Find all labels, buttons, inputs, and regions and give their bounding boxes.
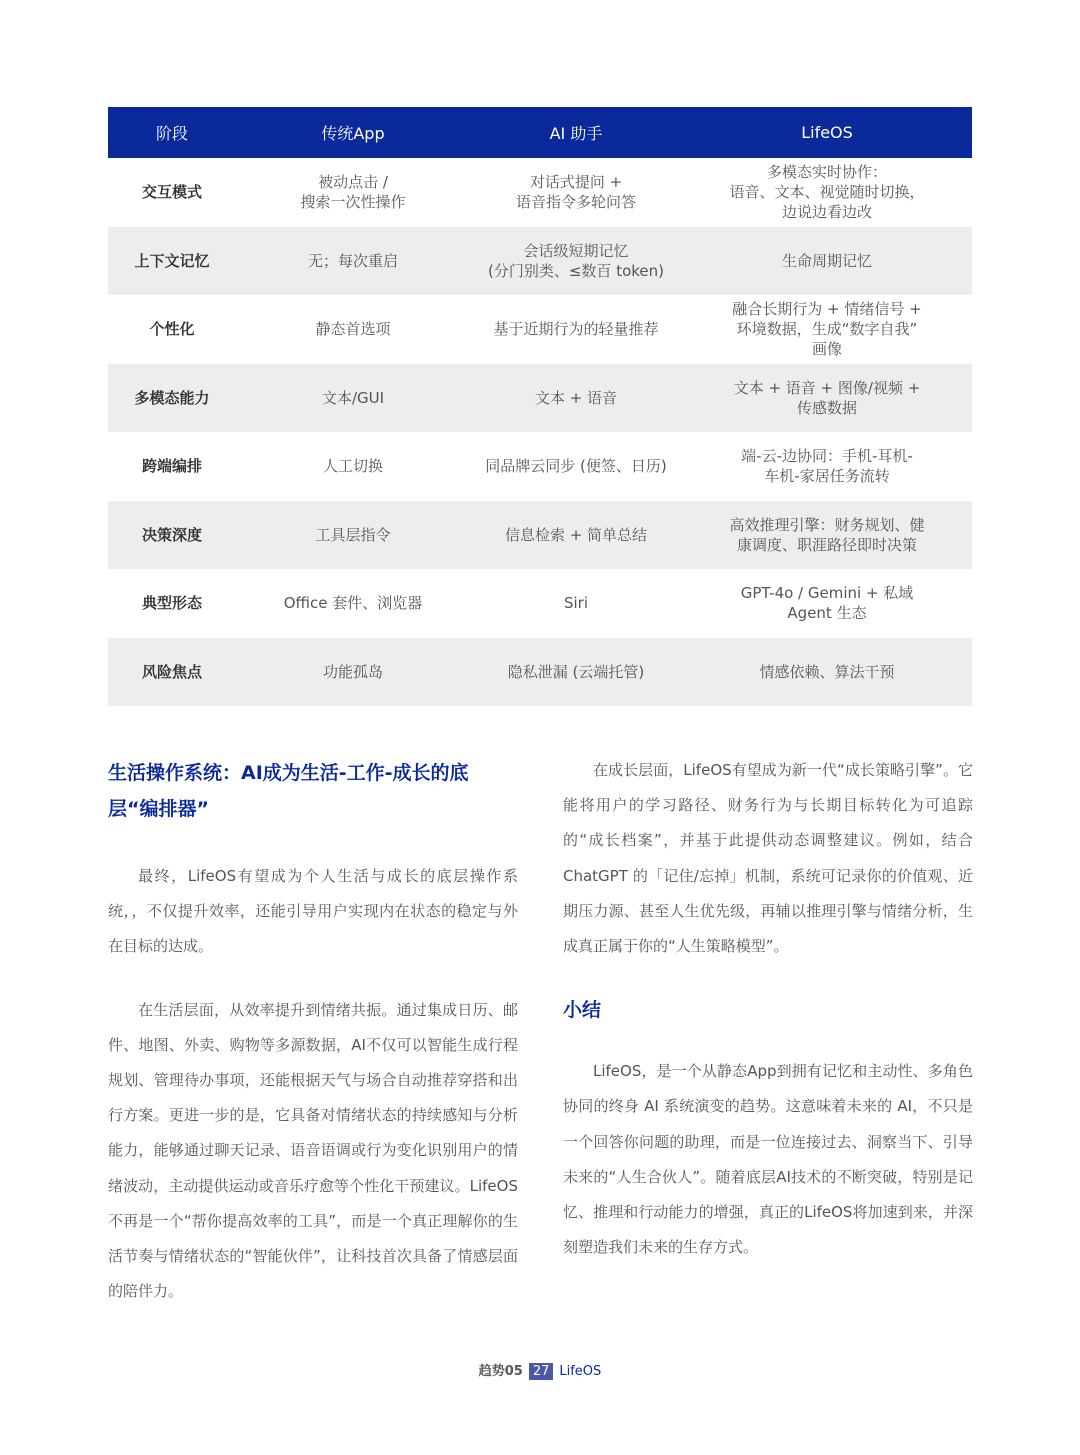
- table-header-row: [108, 107, 972, 158]
- cell-line: 会话级短期记忆: [523, 241, 629, 260]
- cell-ai: [470, 295, 682, 364]
- header-lifeos: LifeOS: [682, 107, 972, 158]
- cell-line: 被动点击 /: [318, 173, 388, 192]
- cell-stage: 个性化: [149, 320, 195, 339]
- cell-stage: 风险焦点: [108, 638, 236, 707]
- cell-stage: 决策深度: [108, 501, 236, 570]
- header-stage: 阶段: [108, 107, 236, 158]
- cell-line: 环境数据，生成“数字自我”: [736, 320, 918, 339]
- cell-line: 功能孤岛: [322, 662, 383, 681]
- cell-line: 语音、文本、视觉随时切换，: [729, 183, 925, 202]
- cell-line: 车机-家居任务流转: [764, 467, 890, 486]
- table-row: [108, 227, 972, 296]
- cell-app: [236, 638, 470, 707]
- cell-line: Office 套件、浏览器: [283, 594, 423, 613]
- table-row: [108, 295, 972, 364]
- footer-section: 趋势05: [478, 1364, 523, 1379]
- cell-lifeos: [682, 569, 972, 638]
- cell-lifeos: [682, 227, 972, 296]
- table-row: [108, 501, 972, 570]
- cell-line: 边说边看边改: [781, 203, 872, 222]
- cell-lifeos: [682, 501, 972, 570]
- cell-line: 传感数据: [796, 398, 857, 417]
- cell-line: 文本 + 语音: [534, 388, 618, 407]
- table-row: [108, 158, 972, 227]
- cell-line: 生命周期记忆: [781, 251, 872, 270]
- cell-lifeos: [682, 158, 972, 227]
- right-column: [563, 755, 973, 1265]
- cell-lifeos: [682, 364, 972, 433]
- table-row: [108, 364, 972, 433]
- cell-line: 康调度、职涯路径即时决策: [736, 535, 917, 554]
- cell-line: 端-云-边协同：手机-耳机-: [741, 447, 913, 466]
- cell-line: 人工切换: [322, 457, 383, 476]
- paragraph-summary: LifeOS，是一个从静态App到拥有记忆和主动性、多角色协同的终身 AI 系统演变的趋势。这意味着未来的 AI，不只是一个回答你问题的助理，而是一位连接过去、洞察当下、引导未来的“人生合伙人”。随着底层AI技术的不断突破，特别是记忆、推理和行动能力的增强，真正的LifeOS将加速到来，并深刻塑造我们未来的生存方式。: [563, 1062, 973, 1257]
- cell-ai: [470, 432, 682, 501]
- cell-lifeos: [682, 295, 972, 364]
- cell-app: [236, 569, 470, 638]
- section-heading-life-os: 生活操作系统：AI成为生活-工作-成长的底层“编排器”: [108, 762, 469, 820]
- cell-app: [236, 295, 470, 364]
- page-number: 27: [529, 1363, 554, 1380]
- cell-stage: 交互模式: [141, 183, 202, 202]
- cell-line: 融合长期行为 + 情绪信号 +: [732, 300, 922, 319]
- left-column: [108, 755, 518, 1309]
- cell-line: 语音指令多轮问答: [515, 193, 636, 212]
- cell-app: [236, 364, 470, 433]
- cell-stage: 跨端编排: [141, 457, 202, 476]
- cell-ai: [470, 638, 682, 707]
- cell-ai: [470, 364, 682, 433]
- cell-lifeos: [682, 638, 972, 707]
- cell-stage: 上下文记忆: [108, 227, 236, 296]
- cell-line: 静态首选项: [315, 320, 391, 339]
- footer-brand: LifeOS: [559, 1364, 602, 1379]
- cell-line: 搜索一次性操作: [300, 193, 406, 212]
- cell-line: 情感依赖、算法干预: [759, 662, 895, 681]
- table-row: [108, 432, 972, 501]
- cell-app: [236, 158, 470, 227]
- header-traditional-app: 传统App: [236, 107, 470, 158]
- cell-line: 工具层指令: [315, 525, 391, 544]
- cell-ai: [470, 227, 682, 296]
- cell-line: 文本/GUI: [321, 388, 385, 407]
- header-ai-assistant: AI 助手: [470, 107, 682, 158]
- table-row: [108, 638, 972, 707]
- paragraph-life-level: 在生活层面，从效率提升到情绪共振。通过集成日历、邮件、地图、外卖、购物等多源数据，AI不仅可以智能生成行程规划、管理待办事项，还能根据天气与场合自动推荐穿搭和出行方案。更进一步的是，它具备对情绪状态的持续感知与分析能力，能够通过聊天记录、语音语调或行为变化识别用户的情绪波动，主动提供运动或音乐疗愈等个性化干预建议。LifeOS不再是一个“帮你提高效率的工具”，而是一个真正理解你的生活节奏与情绪状态的“智能伙伴”，让科技首次具备了情感层面的陪伴力。: [108, 1000, 518, 1301]
- cell-ai: [470, 569, 682, 638]
- comparison-table: [108, 107, 972, 706]
- section-heading-summary: 小结: [563, 999, 602, 1022]
- cell-app: [236, 501, 470, 570]
- table-row: [108, 569, 972, 638]
- cell-line: 隐私泄漏 (云端托管): [507, 662, 645, 681]
- cell-line: 画像: [811, 340, 842, 359]
- cell-stage: 典型形态: [141, 594, 202, 613]
- cell-lifeos: [682, 432, 972, 501]
- cell-stage: 多模态能力: [108, 364, 236, 433]
- cell-line: 基于近期行为的轻量推荐: [493, 320, 659, 339]
- cell-line: 文本 + 语音 + 图像/视频 +: [733, 378, 921, 397]
- cell-line: 多模态实时协作：: [766, 163, 887, 182]
- cell-app: [236, 432, 470, 501]
- page-footer: [0, 1360, 1080, 1380]
- cell-line: 信息检索 + 简单总结: [504, 525, 648, 544]
- paragraph-intro: 最终，LifeOS有望成为个人生活与成长的底层操作系统，，不仅提升效率，还能引导用户实现内在状态的稳定与外在目标的达成。: [108, 867, 518, 956]
- cell-line: GPT-4o / Gemini + 私域: [740, 584, 914, 603]
- paragraph-growth-level: 在成长层面，LifeOS有望成为新一代“成长策略引擎”。它能将用户的学习路径、财务行为与长期目标转化为可追踪的“成长档案”，并基于此提供动态调整建议。例如，结合ChatGPT 的「记住/忘掉」机制，系统可记录你的价值观、近期压力源、甚至人生优先级，再辅以推理引擎与情绪分析，生成真正属于你的“人生策略模型”。: [563, 761, 973, 956]
- cell-ai: [470, 501, 682, 570]
- cell-app: [236, 227, 470, 296]
- cell-line: 同品牌云同步 (便签、日历): [485, 457, 667, 476]
- cell-line: 对话式提问 +: [529, 173, 623, 192]
- cell-line: (分门别类、≤数百 token): [488, 261, 664, 280]
- cell-line: 高效推理引擎：财务规划、健: [729, 515, 925, 534]
- cell-line: Agent 生态: [787, 604, 867, 623]
- cell-ai: [470, 158, 682, 227]
- cell-line: 无；每次重启: [307, 251, 398, 270]
- cell-line: Siri: [563, 594, 589, 613]
